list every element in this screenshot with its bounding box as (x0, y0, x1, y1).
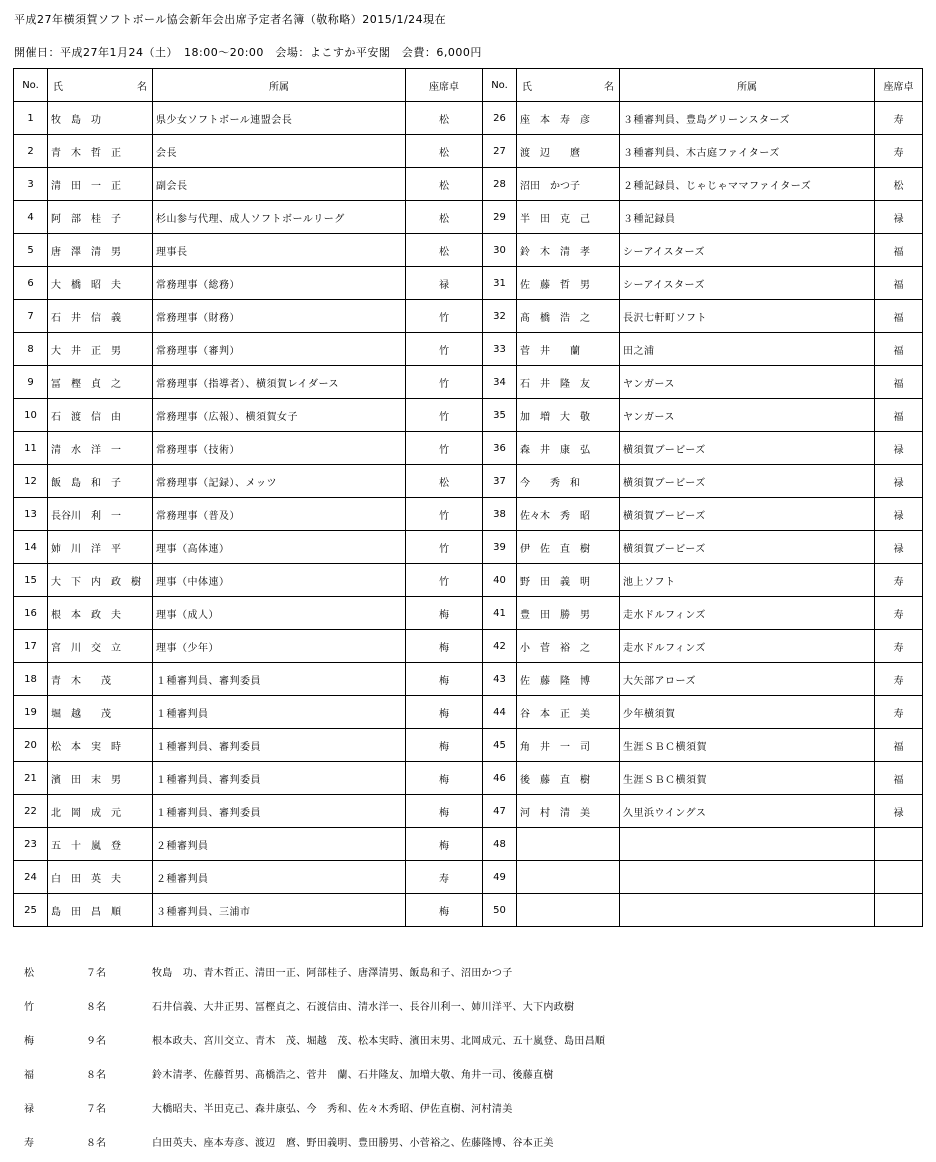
cell-no: 40 (483, 564, 517, 597)
cell-seat: 禄 (875, 432, 923, 465)
cell-no: 3 (14, 168, 48, 201)
cell-affiliation: 少年横須賀 (620, 696, 875, 729)
cell-seat: 福 (875, 399, 923, 432)
cell-seat: 松 (406, 201, 483, 234)
cell-seat: 禄 (875, 201, 923, 234)
cell-seat: 梅 (406, 630, 483, 663)
cell-seat: 松 (875, 168, 923, 201)
cell-seat: 松 (406, 168, 483, 201)
cell-affiliation: ３種審判員、木古庭ファイターズ (620, 135, 875, 168)
cell-seat: 寿 (875, 564, 923, 597)
table-row (14, 135, 923, 168)
cell-name: 大 下 内 政 樹 (48, 564, 153, 597)
cell-name: 清 水 洋 一 (48, 432, 153, 465)
cell-name: 唐 澤 清 男 (48, 234, 153, 267)
cell-seat: 禄 (875, 498, 923, 531)
table-row (14, 696, 923, 729)
cell-affiliation: 理事（少年） (153, 630, 406, 663)
cell-affiliation: 杉山参与代理、成人ソフトボールリーグ (153, 201, 406, 234)
summary-names: 根本政夫、宮川交立、青木 茂、堀越 茂、松本実時、濱田末男、北岡成元、五十嵐登、島田昌順 (152, 1036, 606, 1047)
table-row (14, 663, 923, 696)
header-no: No. (483, 69, 517, 102)
cell-affiliation: ３種審判員、三浦市 (153, 894, 406, 927)
header-name (517, 69, 620, 102)
summary-table-name: 松 (24, 968, 34, 979)
table-row (14, 630, 923, 663)
cell-no: 33 (483, 333, 517, 366)
cell-affiliation: １種審判員、審判委員 (153, 729, 406, 762)
cell-no: 21 (14, 762, 48, 795)
cell-name: 青 木 茂 (48, 663, 153, 696)
cell-name: 北 岡 成 元 (48, 795, 153, 828)
cell-no: 26 (483, 102, 517, 135)
cell-seat: 福 (875, 267, 923, 300)
cell-name: 角 井 一 司 (517, 729, 620, 762)
header-name-left: 氏 (522, 81, 532, 93)
cell-no: 20 (14, 729, 48, 762)
cell-seat: 竹 (406, 531, 483, 564)
cell-no: 36 (483, 432, 517, 465)
cell-name: 半 田 克 己 (517, 201, 620, 234)
cell-name: 佐々木 秀 昭 (517, 498, 620, 531)
table-row (14, 333, 923, 366)
header-name-left: 氏 (53, 81, 63, 93)
cell-seat: 禄 (875, 531, 923, 564)
cell-no: 38 (483, 498, 517, 531)
summary-table-name: 福 (24, 1070, 34, 1081)
summary-row (14, 992, 914, 1026)
summary-count: ８名 (86, 1138, 106, 1149)
cell-seat: 寿 (875, 135, 923, 168)
cell-no: 2 (14, 135, 48, 168)
cell-name: 小 菅 裕 之 (517, 630, 620, 663)
table-row (14, 828, 923, 861)
cell-affiliation: １種審判員、審判委員 (153, 795, 406, 828)
cell-no: 8 (14, 333, 48, 366)
cell-name: 豊 田 勝 男 (517, 597, 620, 630)
cell-seat: 梅 (406, 696, 483, 729)
summary-table-name: 寿 (24, 1138, 34, 1149)
cell-affiliation: ２種審判員 (153, 861, 406, 894)
cell-no: 44 (483, 696, 517, 729)
summary-row (14, 1026, 914, 1060)
cell-seat: 竹 (406, 399, 483, 432)
cell-seat: 松 (406, 465, 483, 498)
cell-seat: 福 (875, 333, 923, 366)
header-name (48, 69, 153, 102)
cell-name: 谷 本 正 美 (517, 696, 620, 729)
cell-no: 15 (14, 564, 48, 597)
cell-affiliation: 横須賀ブービーズ (620, 465, 875, 498)
cell-seat: 福 (875, 762, 923, 795)
cell-seat: 松 (406, 234, 483, 267)
cell-affiliation (620, 828, 875, 861)
cell-seat: 竹 (406, 432, 483, 465)
cell-no: 34 (483, 366, 517, 399)
header-name-right: 名 (137, 81, 147, 93)
cell-name: 野 田 義 明 (517, 564, 620, 597)
document-title: 平成27年横須賀ソフトボール協会新年会出席予定者名簿（敬称略）2015/1/24現在 (14, 13, 447, 26)
cell-name: 渡 辺 麿 (517, 135, 620, 168)
summary-names: 大橋昭夫、半田克己、森井康弘、今 秀和、佐々木秀昭、伊佐直樹、河村清美 (152, 1104, 513, 1115)
cell-name: 鈴 木 清 孝 (517, 234, 620, 267)
header-seat: 座席卓 (875, 69, 923, 102)
summary-count: ７名 (86, 968, 106, 979)
cell-no: 16 (14, 597, 48, 630)
cell-no: 42 (483, 630, 517, 663)
cell-name: 松 本 実 時 (48, 729, 153, 762)
header-no: No. (14, 69, 48, 102)
cell-seat: 福 (875, 729, 923, 762)
cell-no: 23 (14, 828, 48, 861)
cell-name: 加 増 大 敬 (517, 399, 620, 432)
cell-no: 18 (14, 663, 48, 696)
cell-affiliation: 生涯ＳＢＣ横須賀 (620, 729, 875, 762)
cell-name: 今 秀 和 (517, 465, 620, 498)
cell-no: 50 (483, 894, 517, 927)
cell-affiliation (620, 861, 875, 894)
table-row (14, 465, 923, 498)
cell-name: 後 藤 直 樹 (517, 762, 620, 795)
cell-seat: 梅 (406, 894, 483, 927)
cell-name: 長谷川 利 一 (48, 498, 153, 531)
cell-name: 宮 川 交 立 (48, 630, 153, 663)
cell-seat: 禄 (875, 465, 923, 498)
cell-seat: 梅 (406, 597, 483, 630)
cell-seat: 松 (406, 102, 483, 135)
cell-no: 13 (14, 498, 48, 531)
table-header-row (14, 69, 923, 102)
cell-affiliation: 田之浦 (620, 333, 875, 366)
cell-seat: 寿 (406, 861, 483, 894)
table-row (14, 432, 923, 465)
table-row (14, 894, 923, 927)
summary-names: 牧島 功、青木哲正、清田一正、阿部桂子、唐澤清男、飯島和子、沼田かつ子 (152, 968, 513, 979)
cell-no: 11 (14, 432, 48, 465)
cell-no: 32 (483, 300, 517, 333)
cell-seat (875, 828, 923, 861)
summary-names: 白田英夫、座本寿彦、渡辺 麿、野田義明、豊田勝男、小菅裕之、佐藤隆博、谷本正美 (152, 1138, 554, 1149)
cell-no: 47 (483, 795, 517, 828)
header-seat: 座席卓 (406, 69, 483, 102)
cell-seat: 寿 (875, 102, 923, 135)
cell-affiliation: 久里浜ウイングス (620, 795, 875, 828)
cell-name (517, 828, 620, 861)
cell-affiliation: 大矢部アローズ (620, 663, 875, 696)
cell-seat: 寿 (875, 696, 923, 729)
summary-row (14, 958, 914, 992)
cell-no: 43 (483, 663, 517, 696)
cell-name: 姉 川 洋 平 (48, 531, 153, 564)
summary-table-name: 梅 (24, 1036, 34, 1047)
cell-no: 28 (483, 168, 517, 201)
cell-no: 7 (14, 300, 48, 333)
cell-seat (875, 861, 923, 894)
cell-name: 阿 部 桂 子 (48, 201, 153, 234)
table-row (14, 366, 923, 399)
cell-no: 5 (14, 234, 48, 267)
summary-count: ９名 (86, 1036, 106, 1047)
cell-name: 伊 佐 直 樹 (517, 531, 620, 564)
table-row (14, 762, 923, 795)
table-row (14, 300, 923, 333)
summary-count: ８名 (86, 1070, 106, 1081)
cell-name: 石 井 隆 友 (517, 366, 620, 399)
summary-count: ７名 (86, 1104, 106, 1115)
cell-seat: 梅 (406, 663, 483, 696)
table-row (14, 399, 923, 432)
cell-no: 25 (14, 894, 48, 927)
cell-name: 佐 藤 隆 博 (517, 663, 620, 696)
cell-affiliation: 理事（中体連） (153, 564, 406, 597)
cell-seat: 福 (875, 300, 923, 333)
cell-name (517, 861, 620, 894)
cell-seat: 禄 (875, 795, 923, 828)
cell-no: 24 (14, 861, 48, 894)
cell-name: 堀 越 茂 (48, 696, 153, 729)
cell-name: 飯 島 和 子 (48, 465, 153, 498)
cell-seat: 寿 (875, 597, 923, 630)
table-row (14, 201, 923, 234)
cell-no: 49 (483, 861, 517, 894)
header-affiliation: 所属 (620, 69, 875, 102)
cell-no: 41 (483, 597, 517, 630)
cell-seat: 松 (406, 135, 483, 168)
cell-seat (875, 894, 923, 927)
table-row (14, 564, 923, 597)
cell-affiliation: 常務理事（広報）、横須賀女子 (153, 399, 406, 432)
cell-seat: 竹 (406, 333, 483, 366)
cell-seat: 梅 (406, 729, 483, 762)
cell-no: 4 (14, 201, 48, 234)
cell-affiliation (620, 894, 875, 927)
cell-affiliation: 常務理事（財務） (153, 300, 406, 333)
summary-names: 鈴木清孝、佐藤哲男、髙橋浩之、菅井 蘭、石井隆友、加増大敬、角井一司、後藤直樹 (152, 1070, 554, 1081)
cell-affiliation: 走水ドルフィンズ (620, 630, 875, 663)
cell-affiliation: ３種記録員 (620, 201, 875, 234)
cell-affiliation: 理事長 (153, 234, 406, 267)
cell-affiliation: 走水ドルフィンズ (620, 597, 875, 630)
cell-affiliation: ２種記録員、じゃじゃママファイターズ (620, 168, 875, 201)
cell-seat: 竹 (406, 300, 483, 333)
cell-name: 大 井 正 男 (48, 333, 153, 366)
table-row (14, 597, 923, 630)
cell-seat: 竹 (406, 498, 483, 531)
cell-affiliation: 長沢七軒町ソフト (620, 300, 875, 333)
cell-no: 10 (14, 399, 48, 432)
cell-no: 35 (483, 399, 517, 432)
cell-name: 河 村 清 美 (517, 795, 620, 828)
cell-seat: 梅 (406, 795, 483, 828)
seat-summary (14, 958, 914, 1162)
cell-affiliation: ヤンガース (620, 399, 875, 432)
summary-table-name: 竹 (24, 1002, 34, 1013)
cell-affiliation: 横須賀ブービーズ (620, 498, 875, 531)
cell-no: 46 (483, 762, 517, 795)
cell-no: 29 (483, 201, 517, 234)
summary-table-name: 禄 (24, 1104, 34, 1115)
cell-no: 30 (483, 234, 517, 267)
cell-affiliation: 生涯ＳＢＣ横須賀 (620, 762, 875, 795)
summary-row (14, 1060, 914, 1094)
cell-no: 39 (483, 531, 517, 564)
cell-seat: 竹 (406, 564, 483, 597)
cell-affiliation: 常務理事（審判） (153, 333, 406, 366)
cell-affiliation: ２種審判員 (153, 828, 406, 861)
cell-name: 濱 田 末 男 (48, 762, 153, 795)
cell-affiliation: 横須賀ブービーズ (620, 432, 875, 465)
event-info: 開催日：平成27年1月24（土） 18:00～20:00 会場：よこすか平安閣 会費：6,000円 (14, 46, 482, 59)
cell-no: 14 (14, 531, 48, 564)
cell-affiliation: １種審判員、審判委員 (153, 663, 406, 696)
cell-name: 佐 藤 哲 男 (517, 267, 620, 300)
cell-no: 27 (483, 135, 517, 168)
cell-seat: 竹 (406, 366, 483, 399)
cell-seat: 梅 (406, 762, 483, 795)
cell-seat: 寿 (875, 630, 923, 663)
cell-name: 冨 樫 貞 之 (48, 366, 153, 399)
cell-affiliation: 常務理事（技術） (153, 432, 406, 465)
table-row (14, 531, 923, 564)
table-row (14, 234, 923, 267)
cell-no: 31 (483, 267, 517, 300)
cell-name: 島 田 昌 順 (48, 894, 153, 927)
cell-affiliation: 常務理事（記録）、メッツ (153, 465, 406, 498)
cell-seat: 梅 (406, 828, 483, 861)
cell-name: 根 本 政 夫 (48, 597, 153, 630)
cell-affiliation: 副会長 (153, 168, 406, 201)
cell-affiliation: シーアイスターズ (620, 267, 875, 300)
cell-no: 19 (14, 696, 48, 729)
table-row (14, 267, 923, 300)
cell-name: 大 橋 昭 夫 (48, 267, 153, 300)
cell-name: 五 十 嵐 登 (48, 828, 153, 861)
cell-affiliation: 理事（成人） (153, 597, 406, 630)
cell-affiliation: 常務理事（総務） (153, 267, 406, 300)
cell-name (517, 894, 620, 927)
cell-no: 37 (483, 465, 517, 498)
cell-affiliation: 理事（高体連） (153, 531, 406, 564)
cell-affiliation: 県少女ソフトボール連盟会長 (153, 102, 406, 135)
attendee-table (13, 68, 923, 927)
table-row (14, 861, 923, 894)
cell-seat: 寿 (875, 663, 923, 696)
cell-affiliation: 常務理事（指導者）、横須賀レイダース (153, 366, 406, 399)
table-row (14, 102, 923, 135)
cell-affiliation: 横須賀ブービーズ (620, 531, 875, 564)
cell-name: 菅 井 蘭 (517, 333, 620, 366)
cell-name: 座 本 寿 彦 (517, 102, 620, 135)
cell-name: 森 井 康 弘 (517, 432, 620, 465)
table-row (14, 498, 923, 531)
cell-no: 17 (14, 630, 48, 663)
summary-count: ８名 (86, 1002, 106, 1013)
cell-no: 9 (14, 366, 48, 399)
cell-name: 牧 島 功 (48, 102, 153, 135)
cell-seat: 福 (875, 366, 923, 399)
cell-affiliation: 池上ソフト (620, 564, 875, 597)
cell-no: 22 (14, 795, 48, 828)
summary-row (14, 1094, 914, 1128)
cell-name: 石 渡 信 由 (48, 399, 153, 432)
cell-seat: 禄 (406, 267, 483, 300)
cell-affiliation: シーアイスターズ (620, 234, 875, 267)
cell-affiliation: 会長 (153, 135, 406, 168)
cell-name: 清 田 一 正 (48, 168, 153, 201)
cell-seat: 福 (875, 234, 923, 267)
table-row (14, 795, 923, 828)
cell-name: 沼田 かつ子 (517, 168, 620, 201)
cell-affiliation: 常務理事（普及） (153, 498, 406, 531)
summary-names: 石井信義、大井正男、冨樫貞之、石渡信由、清水洋一、長谷川利一、姉川洋平、大下内政樹 (152, 1002, 575, 1013)
cell-affiliation: ヤンガース (620, 366, 875, 399)
header-name-right: 名 (604, 81, 614, 93)
header-affiliation: 所属 (153, 69, 406, 102)
table-row (14, 729, 923, 762)
cell-no: 48 (483, 828, 517, 861)
cell-name: 青 木 哲 正 (48, 135, 153, 168)
cell-affiliation: １種審判員、審判委員 (153, 762, 406, 795)
cell-name: 白 田 英 夫 (48, 861, 153, 894)
cell-affiliation: １種審判員 (153, 696, 406, 729)
table-row (14, 168, 923, 201)
cell-no: 45 (483, 729, 517, 762)
cell-no: 12 (14, 465, 48, 498)
cell-no: 1 (14, 102, 48, 135)
cell-name: 髙 橋 浩 之 (517, 300, 620, 333)
cell-affiliation: ３種審判員、豊島グリーンスターズ (620, 102, 875, 135)
cell-name: 石 井 信 義 (48, 300, 153, 333)
cell-no: 6 (14, 267, 48, 300)
